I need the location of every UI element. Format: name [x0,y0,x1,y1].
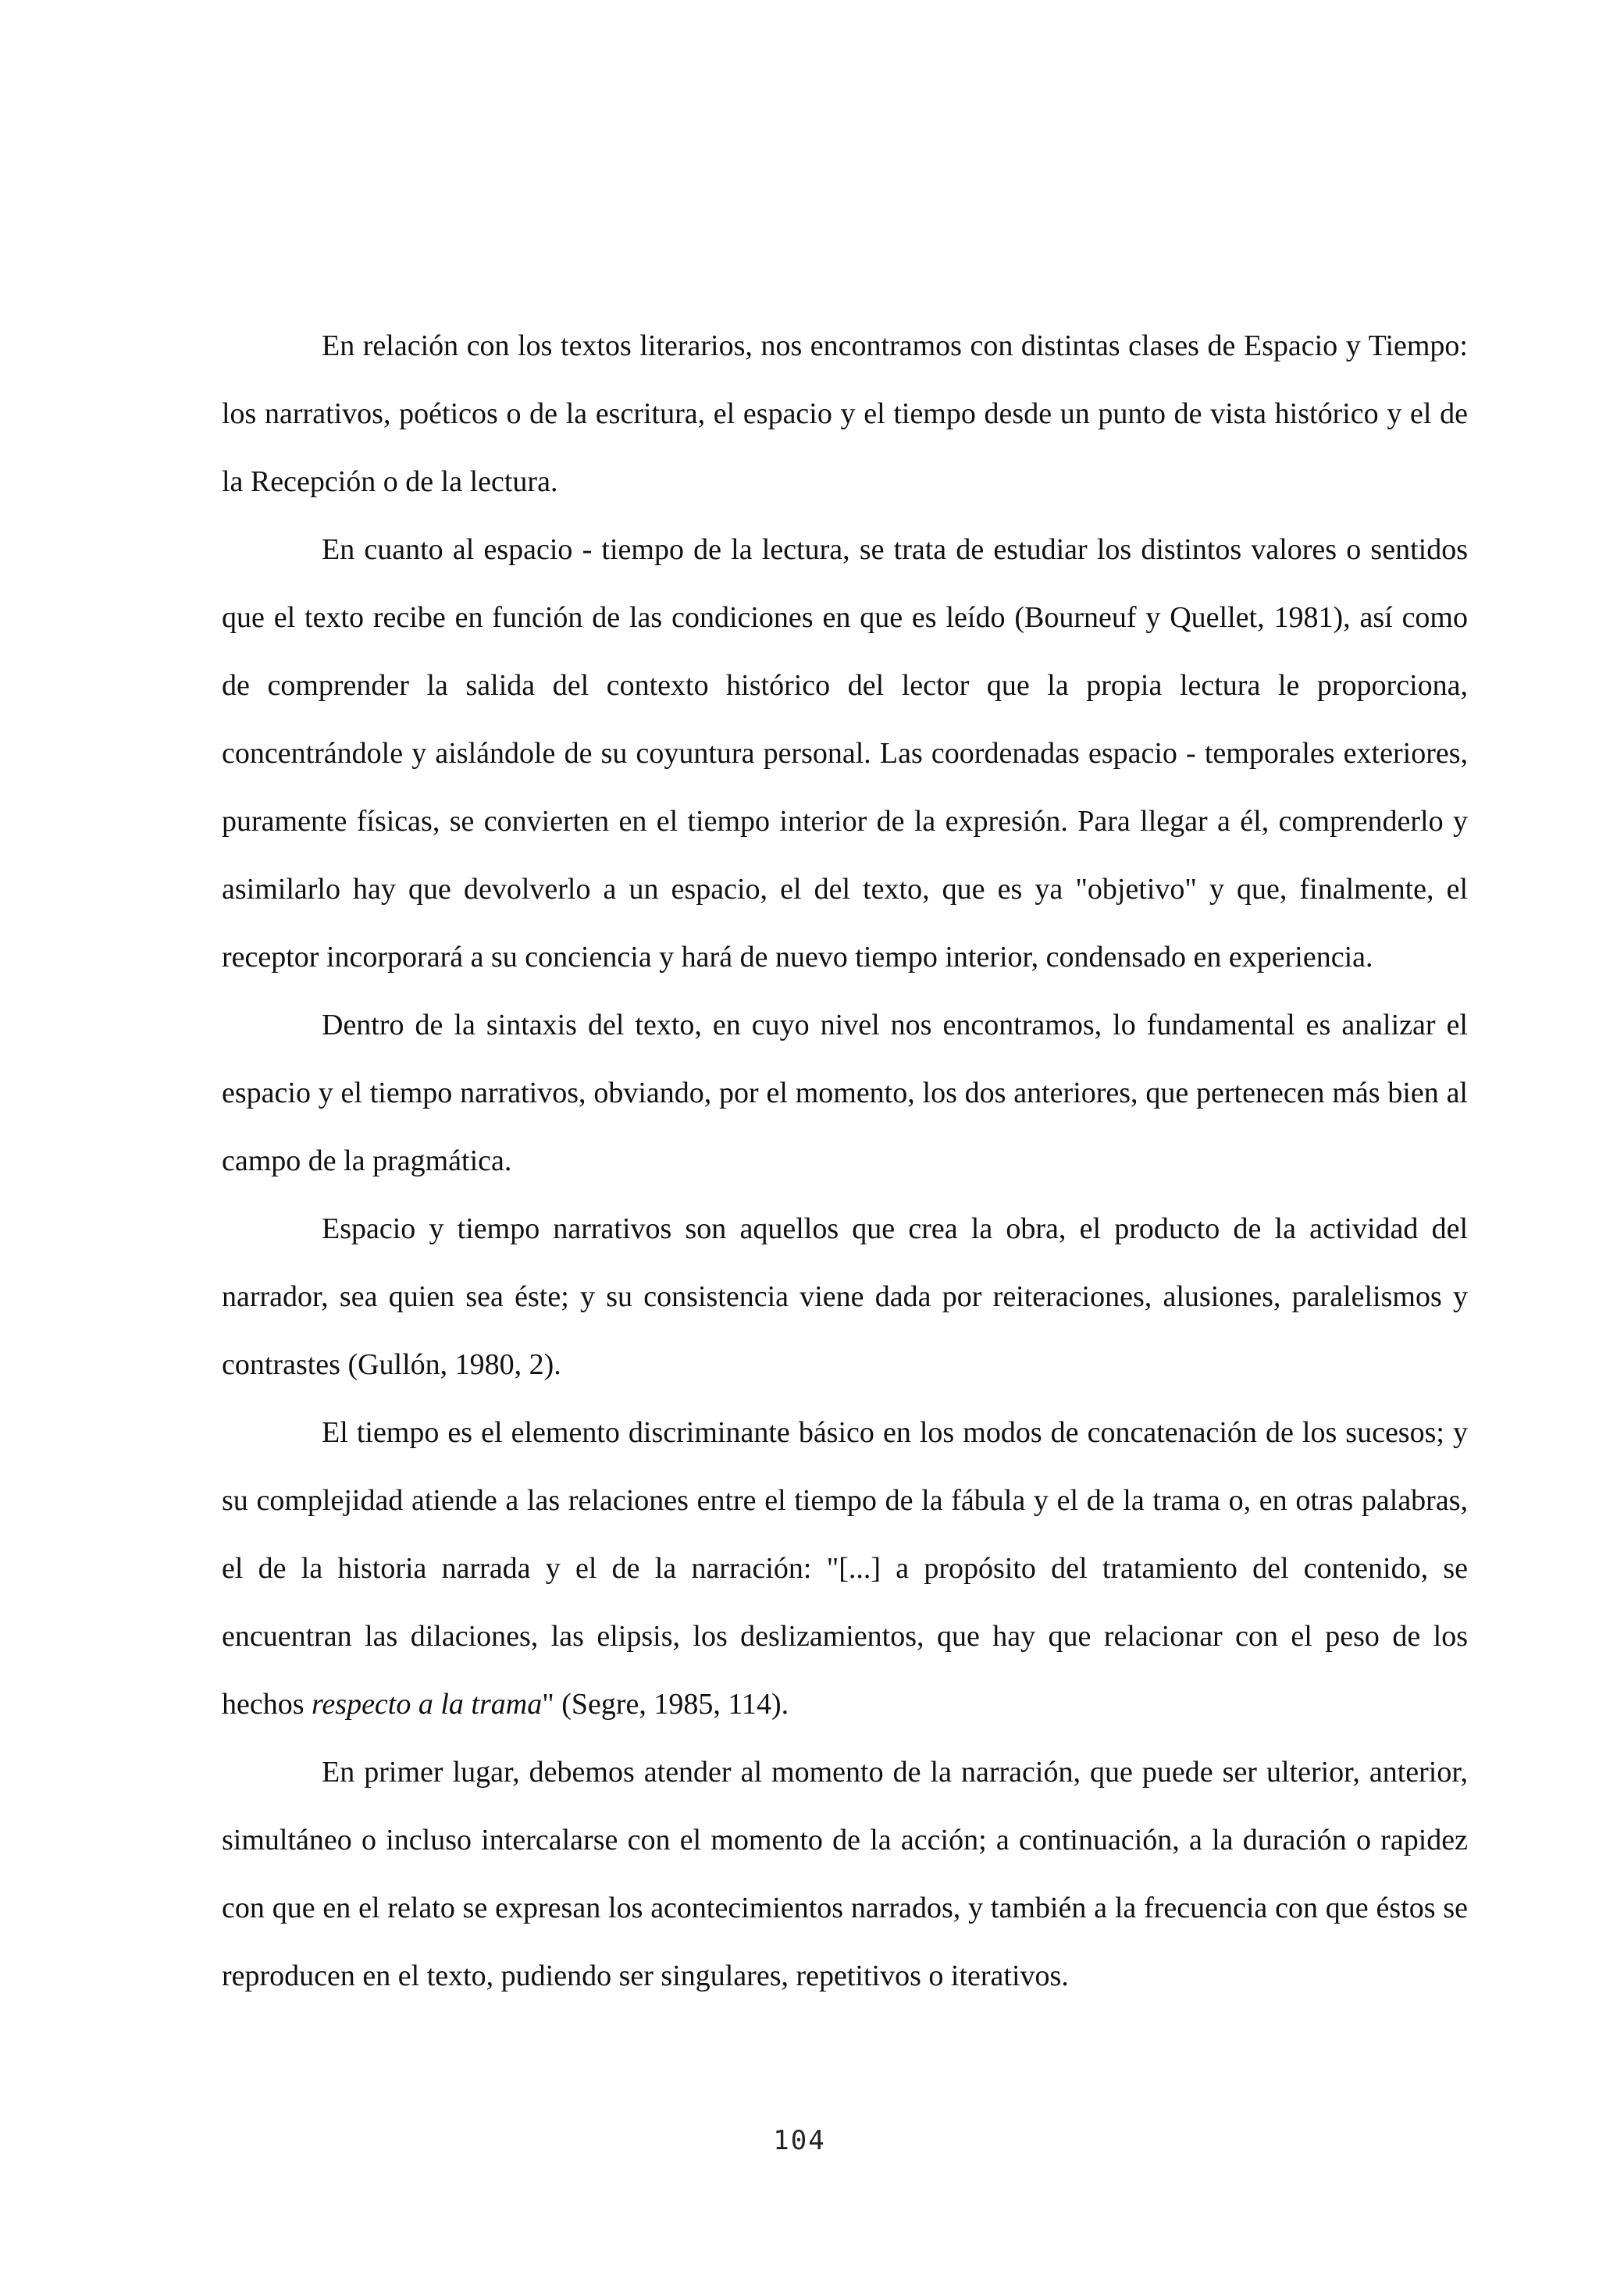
paragraph-5-citation: " (Segre, 1985, 114). [542,1688,789,1721]
paragraph-6: En primer lugar, debemos atender al momento de la narración, que puede ser ulterior, anterior, simultáneo o incluso intercalarse con el momento de la acción; a continuación, a la duración o rapidez con que en el relato se expresan los acontecimientos narrados, y también a la frecuencia con que éstos se reproducen en el texto, pudiendo ser singulares, repetitivos o iterativos. [222,1756,1468,1992]
paragraph-5-text: El tiempo es el elemento discriminante básico en los modos de concatenación de los sucesos; y su complejidad atiende a las relaciones entre el tiempo de la fábula y el de la trama o, en otras palabras, el de la historia narrada y el de la narración: "[...] a propósito del tratamiento del contenido, se encuentran las dilaciones, las elipsis, los deslizamientos, que hay que relacionar con el peso de los hechos [222,1416,1468,1721]
body-text [222,312,1468,2010]
paragraph-4: Espacio y tiempo narrativos son aquellos que crea la obra, el producto de la actividad del narrador, sea quien sea éste; y su consistencia viene dada por reiteraciones, alusiones, paralelismos y contrastes (Gullón, 1980, 2). [222,1212,1468,1381]
paragraph-1: En relación con los textos literarios, nos encontramos con distintas clases de Espacio y Tiempo: los narrativos, poéticos o de la escritura, el espacio y el tiempo desde un punto de vista histórico y el de la Recepción o de la lectura. [222,329,1468,498]
paragraph-2: En cuanto al espacio - tiempo de la lectura, se trata de estudiar los distintos valores o sentidos que el texto recibe en función de las condiciones en que es leído (Bourneuf y Quellet, 1981), así como de comprender la salida del contexto histórico del lector que la propia lectura le proporciona, concentrándole y aislándole de su coyuntura personal. Las coordenadas espacio - temporales exteriores, puramente físicas, se convierten en el tiempo interior de la expresión. Para llegar a él, comprenderlo y asimilarlo hay que devolverlo a un espacio, el del texto, que es ya "objetivo" y que, finalmente, el receptor incorporará a su conciencia y hará de nuevo tiempo interior, condensado en experiencia. [222,533,1468,974]
paragraph-3: Dentro de la sintaxis del texto, en cuyo nivel nos encontramos, lo fundamental es analizar el espacio y el tiempo narrativos, obviando, por el momento, los dos anteriores, que pertenecen más bien al campo de la pragmática. [222,1009,1468,1177]
paragraph-5 [222,1399,1468,1739]
paragraph-5-italic-text: respecto a la trama [312,1688,543,1721]
page-number: 104 [773,2125,826,2156]
